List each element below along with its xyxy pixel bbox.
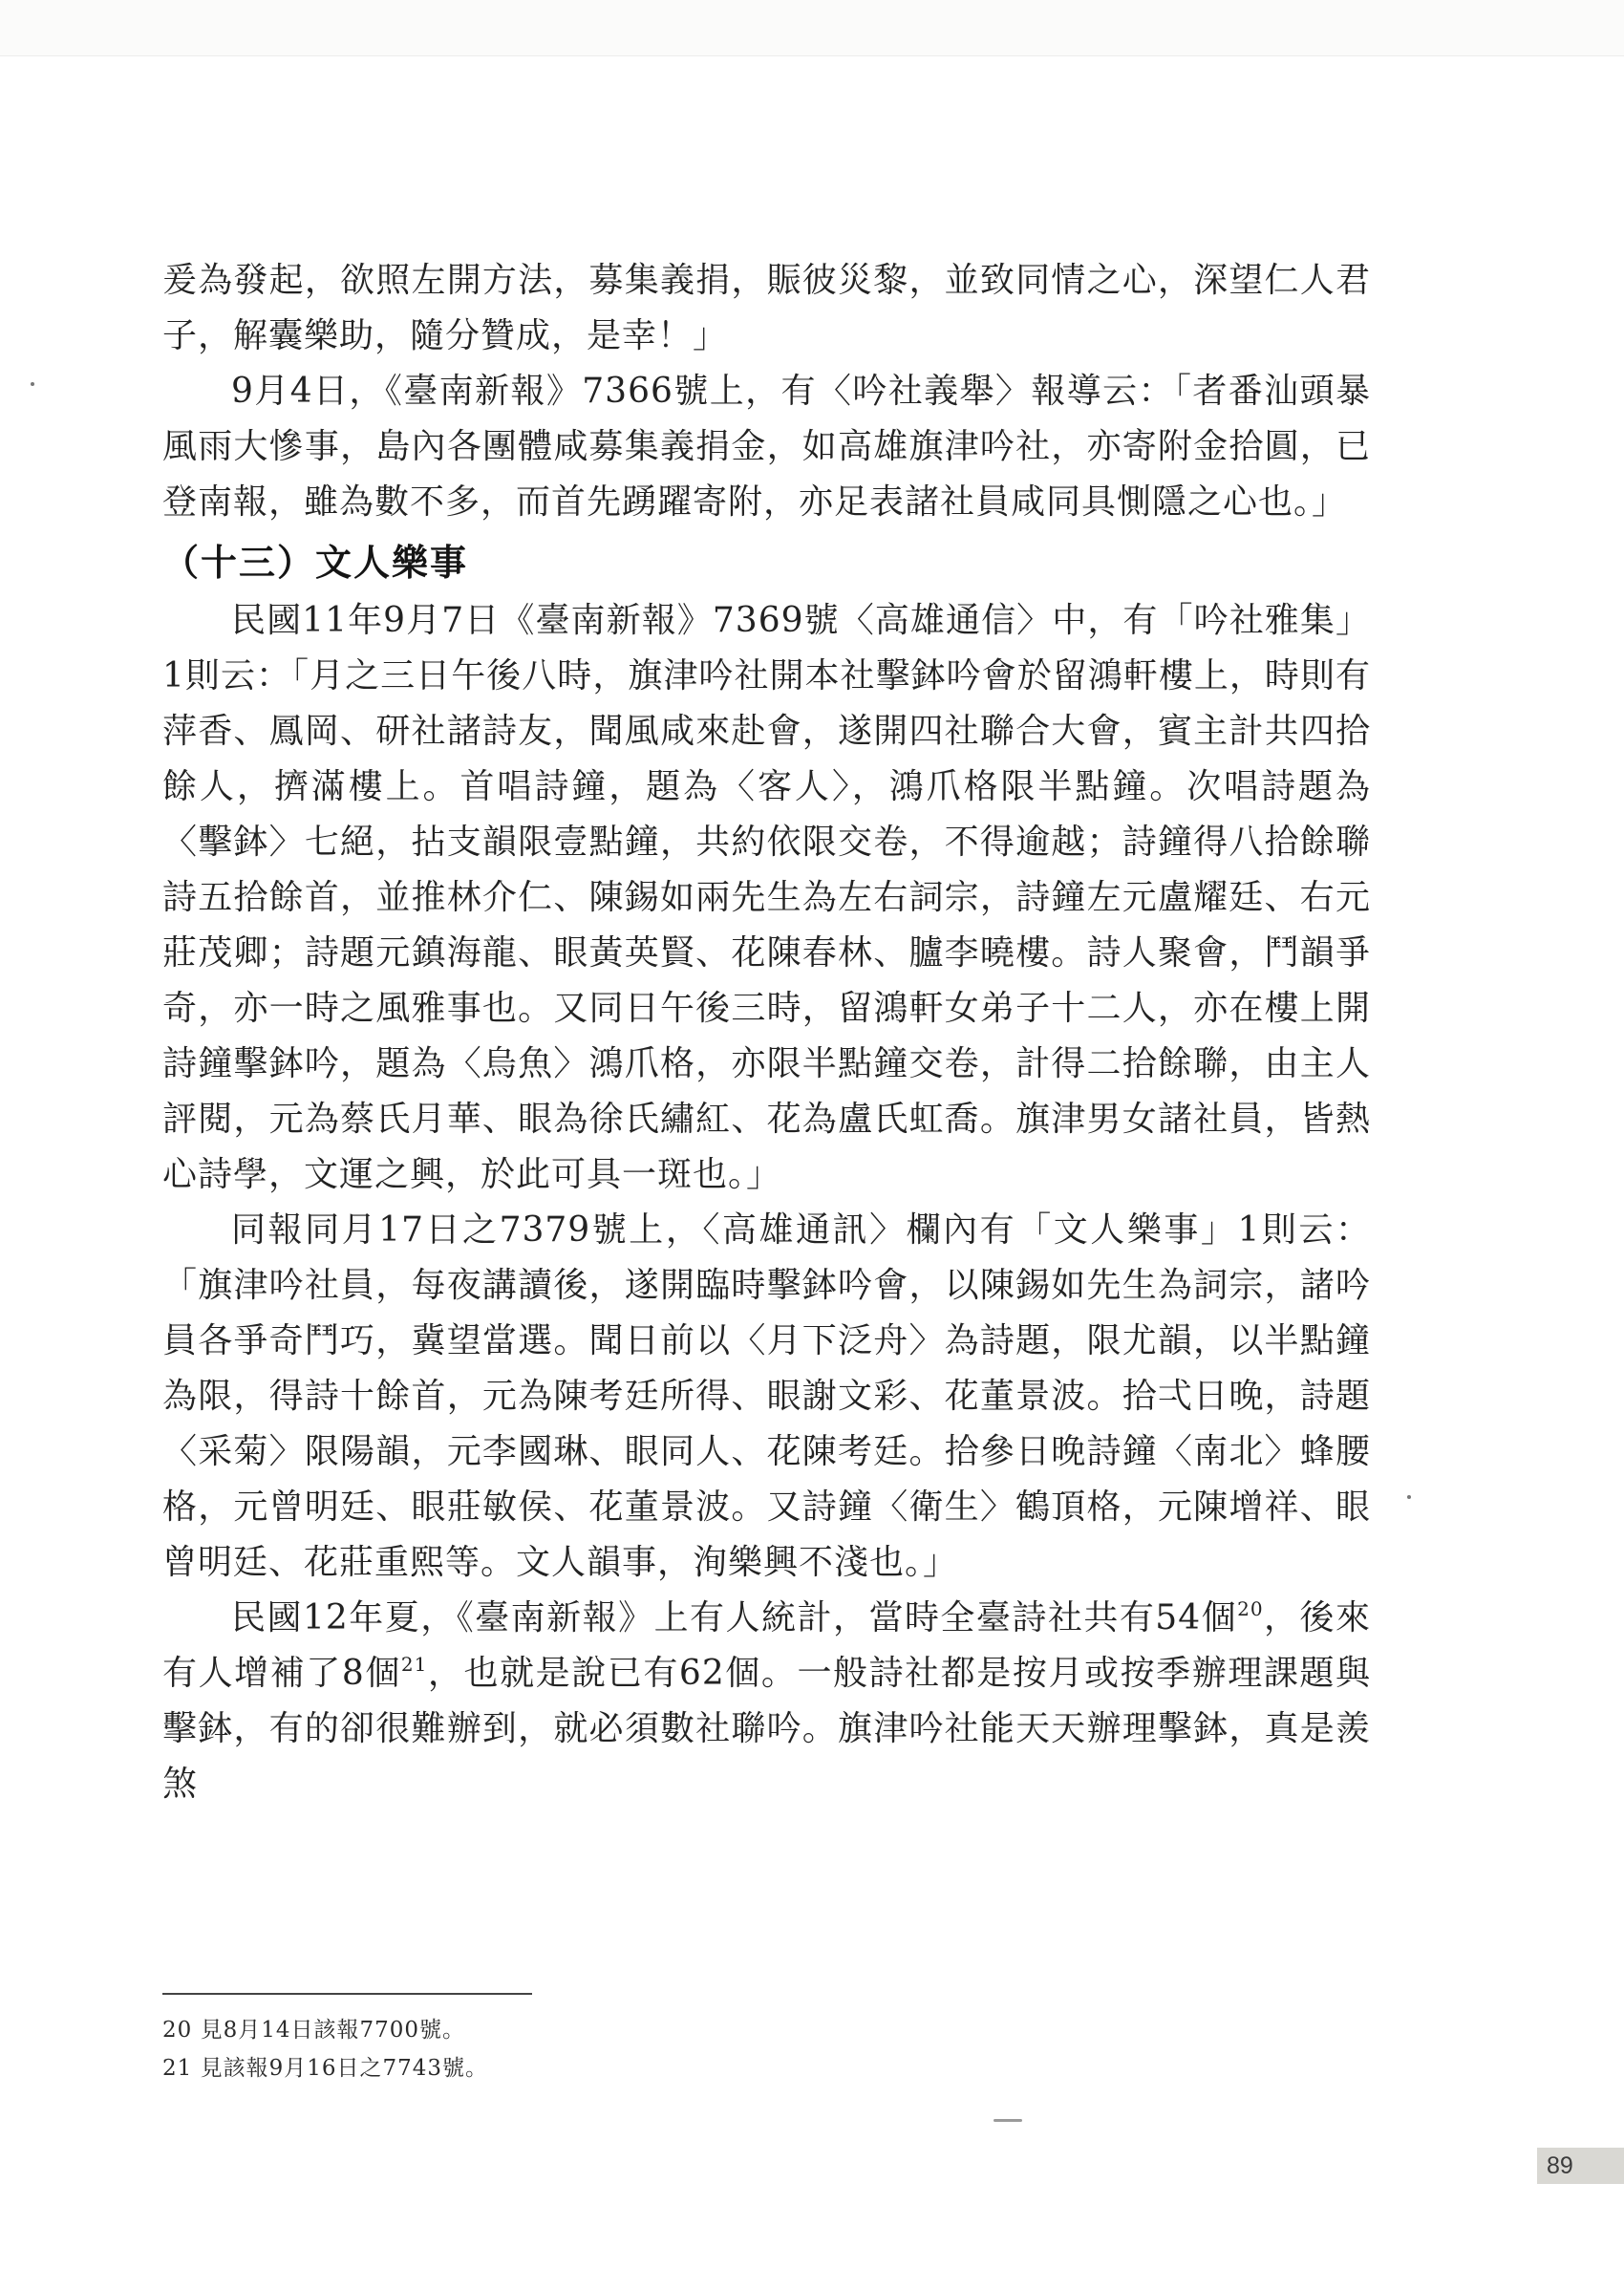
footnote-ref[interactable]: 21	[400, 1653, 428, 1676]
paragraph-text: 民國12年夏，《臺南新報》上有人統計，當時全臺詩社共有54個	[231, 1598, 1238, 1637]
paragraph: 9月4日，《臺南新報》7366號上，有〈吟社義舉〉報導云：「者番汕頭暴風雨大慘事，島內各團體咸募集義捐金，如高雄旗津吟社，亦寄附金拾圓，已登南報，雖為數不多，而首先踴躍寄附，亦足表諸社員咸同具惻隱之心也。」	[162, 372, 1371, 522]
scan-top-edge	[0, 0, 1624, 56]
body-text	[162, 253, 1371, 1812]
paragraph-text: ，後來有人增補了8個	[162, 1598, 1371, 1693]
paragraph: 民國11年9月7日《臺南新報》7369號〈高雄通信〉中，有「吟社雅集」1則云：「月之三日午後八時，旗津吟社開本社擊鉢吟會於留鴻軒樓上，時則有萍香、鳳岡、研社諸詩友，聞風咸來赴會，遂開四社聯合大會，賓主計共四拾餘人，擠滿樓上。首唱詩鐘，題為〈客人〉，鴻爪格限半點鐘。次唱詩題為〈擊鉢〉七絕，拈支韻限壹點鐘，共約依限交卷，不得逾越；詩鐘得八拾餘聯詩五拾餘首，並推林介仁、陳錫如兩先生為左右詞宗，詩鐘左元盧耀廷、右元莊茂卿；詩題元鎮海龍、眼黃英賢、花陳春林、臚李曉樓。詩人聚會，鬥韻爭奇，亦一時之風雅事也。又同日午後三時，留鴻軒女弟子十二人，亦在樓上開詩鐘擊鉢吟，題為〈烏魚〉鴻爪格，亦限半點鐘交卷，計得二拾餘聯，由主人評閱，元為蔡氏月華、眼為徐氏繡紅、花為盧氏虹喬。旗津男女諸社員，皆熱心詩學，文運之興，於此可具一斑也。」	[162, 601, 1371, 1194]
section-heading: （十三）文人樂事	[162, 542, 469, 584]
paragraph-text: ，也就是說已有62個。一般詩社都是按月或按季辦理課題與擊鉢，有的卻很難辦到，就必須數社聯吟。旗津吟社能天天辦理擊鉢，真是羨煞	[162, 1654, 1372, 1804]
scan-speck	[31, 382, 34, 386]
footnote: 20 見8月14日該報7700號。	[162, 2018, 466, 2043]
footnote-ref[interactable]: 20	[1237, 1597, 1264, 1620]
page-number: 89	[1547, 2151, 1573, 2179]
footnotes	[162, 2011, 1118, 2087]
footnote-divider	[162, 1993, 532, 1995]
paragraph	[162, 1591, 1371, 1812]
paragraph: 同報同月17日之7379號上，〈高雄通訊〉欄內有「文人樂事」1則云：「旗津吟社員，每夜講讀後，遂開臨時擊鉢吟會，以陳錫如先生為詞宗，諸吟員各爭奇鬥巧，冀望當選。聞日前以〈月下泛舟〉為詩題，限尤韻，以半點鐘為限，得詩十餘首，元為陳考廷所得、眼謝文彩、花董景波。拾弌日晚，詩題〈采菊〉限陽韻，元李國琳、眼同人、花陳考廷。拾參日晚詩鐘〈南北〉蜂腰格，元曾明廷、眼莊敏侯、花董景波。又詩鐘〈衛生〉鶴頂格，元陳增祥、眼曾明廷、花莊重熙等。文人韻事，洵樂興不淺也。」	[162, 1210, 1371, 1582]
paragraph: 爰為發起，欲照左開方法，募集義捐，賑彼災黎，並致同情之心，深望仁人君子，解囊樂助，隨分贊成，是幸！」	[162, 261, 1371, 355]
scan-speck	[1407, 1495, 1411, 1499]
footnote: 21 見該報9月16日之7743號。	[162, 2056, 489, 2081]
page-number-tab	[1537, 2148, 1624, 2184]
scan-speck	[994, 2119, 1022, 2122]
